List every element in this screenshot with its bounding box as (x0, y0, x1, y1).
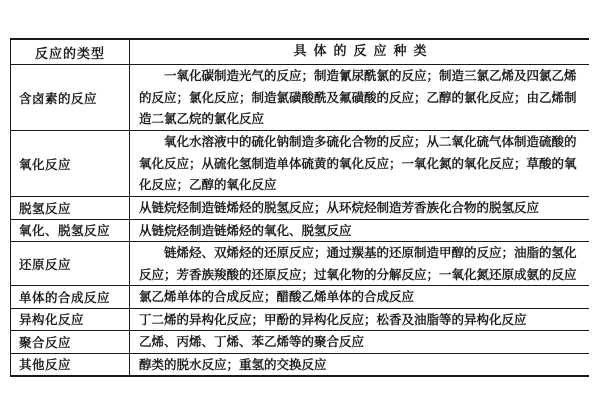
table-row (11, 353, 589, 376)
reaction-detail-text: 氧化水溶液中的硫化钠制造多硫化合物的反应；从二氧化硫气体制造硫酸的氧化反应；从硫化氢制造单体硫黄的氧化反应；一氧化氮的氧化反应；草酸的氧化反应；乙醇的氧化反应 (139, 134, 577, 193)
reaction-types-table (10, 38, 589, 377)
table-row (11, 196, 589, 219)
reaction-detail-cell (130, 65, 589, 130)
header-reaction-detail (130, 40, 589, 64)
reaction-type-cell: 聚合反应 (11, 331, 130, 353)
reaction-detail-text: 氯乙烯单体的合成反应；醋酸乙烯单体的合成反应 (139, 289, 415, 304)
table-row (11, 64, 589, 130)
reaction-type-cell: 含卤素的反应 (11, 65, 130, 130)
reaction-type-cell: 脱氢反应 (11, 197, 130, 219)
reaction-detail-text: 一氧化碳制造光气的反应；制造氰尿酰氯的反应；制造三氯乙烯及四氯乙烯的反应；氯化反应；制造氯磺酸酰及氟磺酸的反应；乙醇的氯化反应；由乙烯制造二氯乙烷的氯化反应 (139, 68, 577, 127)
reaction-detail-text: 从链烷烃制造链烯烃的氧化、脱氢反应 (139, 222, 352, 238)
reaction-type-cell: 还原反应 (11, 242, 130, 285)
table-row (11, 219, 589, 242)
reaction-detail-text: 丁二烯的异构化反应；甲酚的异构化反应；松香及油脂等的异构化反应 (139, 311, 527, 327)
reaction-type-cell: 单体的合成反应 (11, 286, 130, 308)
reaction-type-cell: 氧化、脱氢反应 (11, 220, 130, 242)
table-row (11, 130, 589, 196)
table-header-row (11, 40, 589, 64)
table-row (11, 330, 589, 353)
reaction-detail-cell (130, 197, 589, 219)
table-row (11, 308, 589, 331)
header-reaction-detail-text: 具体的反应种类 (293, 44, 434, 59)
reaction-type-cell: 异构化反应 (11, 309, 130, 331)
table-row (11, 241, 589, 285)
reaction-type-cell: 氧化反应 (11, 131, 130, 196)
reaction-detail-cell (130, 354, 589, 376)
reaction-detail-cell (130, 286, 589, 308)
reaction-detail-text: 链烯烃、双烯烃的还原反应；通过羰基的还原制造甲醇的反应；油脂的氢化反应；芳香族羧酸的还原反应；过氧化物的分解反应；一氧化氮还原成氨的反应 (139, 245, 577, 282)
reaction-detail-text: 醇类的脱水反应；重氢的交换反应 (139, 356, 327, 372)
reaction-detail-cell (130, 220, 589, 242)
reaction-detail-cell (130, 131, 589, 196)
reaction-detail-text: 从链烷烃制造链烯烃的脱氢反应；从环烷烃制造芳香族化合物的脱氢反应 (139, 200, 540, 215)
reaction-detail-text: 乙烯、丙烯、丁烯、苯乙烯等的聚合反应 (139, 334, 365, 349)
reaction-detail-cell (130, 309, 589, 331)
reaction-detail-cell (130, 242, 589, 285)
header-reaction-type: 反应的类型 (11, 40, 130, 64)
table-row (11, 285, 589, 308)
reaction-type-cell: 其他反应 (11, 354, 130, 376)
reaction-detail-cell (130, 331, 589, 353)
